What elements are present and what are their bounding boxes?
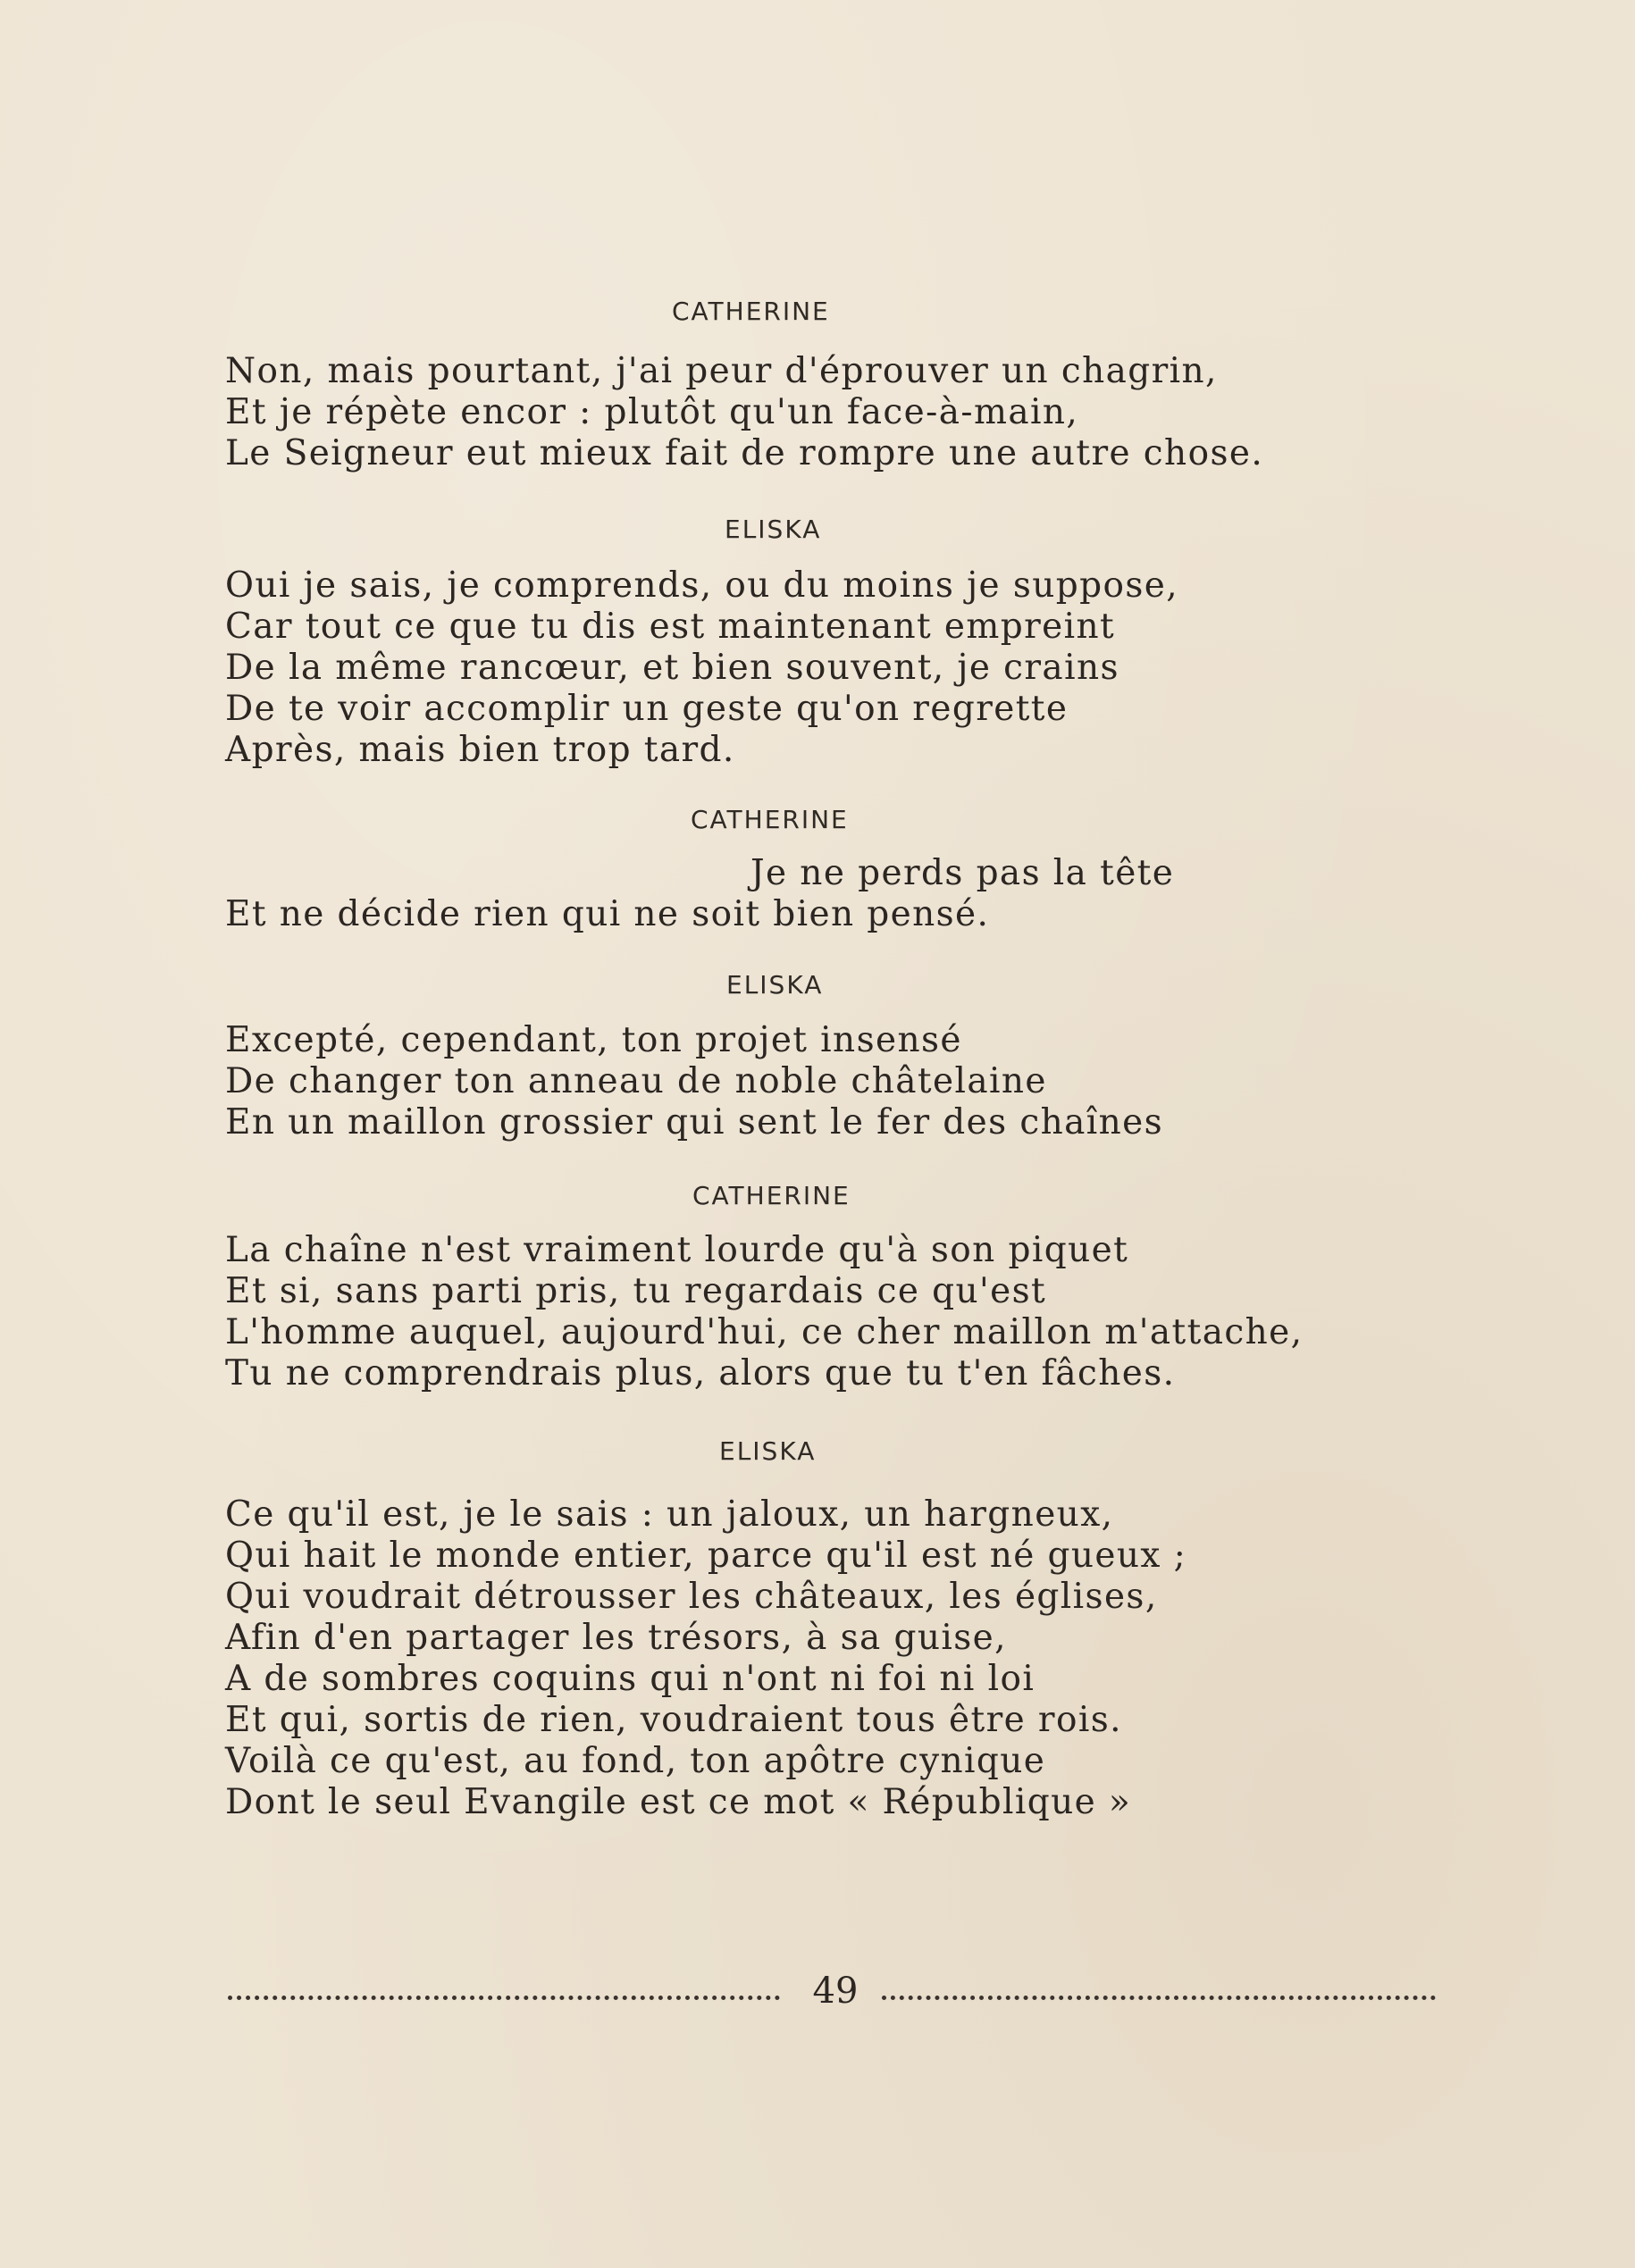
verse-line: De changer ton anneau de noble châtelaine — [225, 1061, 1047, 1101]
verse-line: La chaîne n'est vraiment lourde qu'à son piquet — [225, 1230, 1129, 1270]
page-number: 49 — [812, 1971, 859, 2012]
verse-line: En un maillon grossier qui sent le fer des chaînes — [225, 1102, 1164, 1142]
verse-line: Le Seigneur eut mieux fait de rompre une autre chose. — [225, 433, 1264, 473]
verse-line: Dont le seul Evangile est ce mot « République » — [225, 1782, 1132, 1822]
speaker-name: CATHERINE — [692, 1181, 851, 1210]
verse-line: De te voir accomplir un geste qu'on regrette — [225, 689, 1069, 729]
verse-line: L'homme auquel, aujourd'hui, ce cher maillon m'attache, — [225, 1312, 1304, 1352]
verse-line: Oui je sais, je comprends, ou du moins je suppose, — [225, 565, 1179, 606]
verse-line: Après, mais bien trop tard. — [225, 730, 735, 770]
verse-stanza — [225, 565, 1178, 771]
speaker-name: ELISKA — [719, 1436, 817, 1466]
verse-line: Tu ne comprendrais plus, alors que tu t'en fâches. — [225, 1353, 1176, 1393]
verse-line: Et je répète encor : plutôt qu'un face-à-main, — [225, 392, 1079, 432]
verse-line: Voilà ce qu'est, au fond, ton apôtre cynique — [225, 1741, 1046, 1781]
speaker-name: CATHERINE — [691, 805, 849, 834]
verse-stanza — [225, 853, 1174, 935]
speaker-name: ELISKA — [725, 515, 822, 544]
verse-stanza — [225, 1494, 1186, 1823]
verse-stanza — [225, 351, 1263, 474]
verse-line: Et ne décide rien qui ne soit bien pensé. — [225, 894, 990, 934]
verse-line: Je ne perds pas la tête — [750, 853, 1175, 893]
speaker-name: ELISKA — [726, 970, 824, 1000]
verse-line: Afin d'en partager les trésors, à sa guise, — [225, 1618, 1007, 1658]
verse-line: Et qui, sortis de rien, voudraient tous être rois. — [225, 1700, 1122, 1740]
page-footer — [228, 1971, 1436, 2015]
verse-stanza — [225, 1230, 1303, 1394]
verse-line: Car tout ce que tu dis est maintenant empreint — [225, 607, 1116, 647]
verse-line: Non, mais pourtant, j'ai peur d'éprouver un chagrin, — [225, 351, 1218, 391]
verse-line: A de sombres coquins qui n'ont ni foi ni loi — [225, 1659, 1036, 1699]
speaker-name: CATHERINE — [672, 297, 830, 326]
verse-line: Qui voudrait détrousser les châteaux, les églises, — [225, 1577, 1158, 1617]
dotted-rule-left — [228, 1996, 780, 2000]
verse-line: De la même rancœur, et bien souvent, je crains — [225, 648, 1119, 688]
verse-line: Ce qu'il est, je le sais : un jaloux, un hargneux, — [225, 1494, 1114, 1535]
verse-stanza — [225, 1020, 1163, 1143]
verse-line: Et si, sans parti pris, tu regardais ce qu'est — [225, 1271, 1047, 1311]
verse-line: Qui hait le monde entier, parce qu'il est né gueux ; — [225, 1536, 1187, 1576]
dotted-rule-right — [882, 1996, 1436, 2000]
verse-line: Excepté, cependant, ton projet insensé — [225, 1020, 962, 1060]
